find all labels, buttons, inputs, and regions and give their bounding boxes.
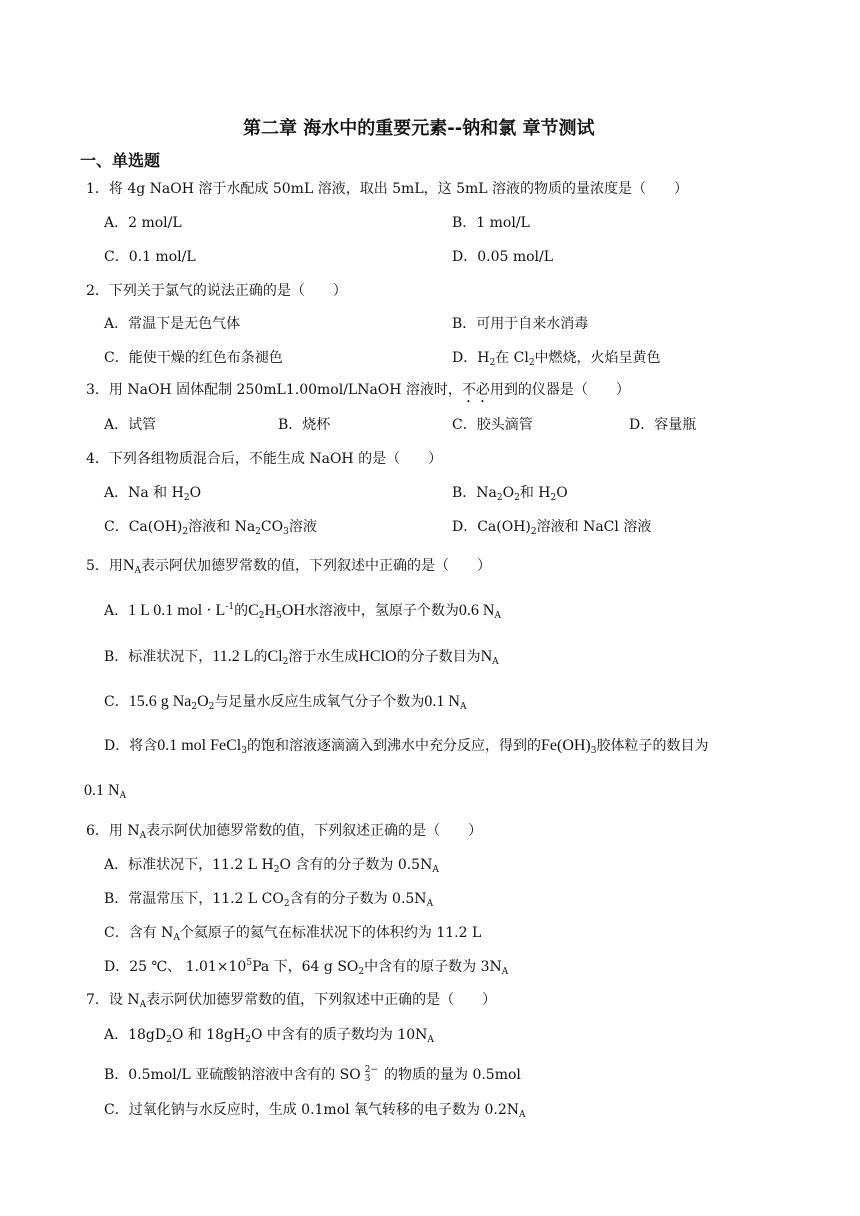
option-b[interactable]: B．1 mol/L xyxy=(452,215,530,231)
question-stem: 6．用 $N_A$表示阿伏加德罗常数的值，下列叙述正确的是（ ） xyxy=(86,823,483,841)
option-d[interactable]: D．$Ca(OH)_2$溶液和 NaCl 溶液 xyxy=(452,519,652,537)
option-d[interactable]: D．$H_2$在 $Cl_2$中燃烧，火焰呈黄色 xyxy=(452,350,661,368)
question-stem: 4．下列各组物质混合后，不能生成 NaOH 的是（ ） xyxy=(86,451,443,467)
option-d-continuation: 0.1 $N_A$ xyxy=(84,782,127,801)
option-b[interactable]: B．标准状况下，11.2 L的$Cl_2$溶于水生成HClO的分子数目为$N_A$ xyxy=(104,648,499,667)
option-a[interactable]: A．2 mol/L xyxy=(104,215,182,231)
question-stem: 2．下列关于氯气的说法正确的是（ ） xyxy=(86,283,347,299)
option-a[interactable]: A．Na 和 $H_2O$ xyxy=(104,485,202,503)
option-c[interactable]: C．$Ca(OH)_2$溶液和 $Na_2CO_3$溶液 xyxy=(104,519,317,537)
page-title: 第二章 海水中的重要元素--钠和氯 章节测试 xyxy=(243,118,595,139)
option-a[interactable]: A．常温下是无色气体 xyxy=(104,316,241,332)
option-a[interactable]: A．标准状况下，11.2 L $H_2O$ 含有的分子数为 $0.5N_A$ xyxy=(104,857,439,875)
option-c[interactable]: C．胶头滴管 xyxy=(452,417,533,433)
option-d[interactable]: D．将含0.1 mol FeCl$_3$的饱和溶液逐滴滴入到沸水中充分反应，得到的$Fe(OH)_3$胶体粒子的数目为 xyxy=(104,737,709,756)
option-c[interactable]: C．0.1 mol/L xyxy=(104,249,196,265)
option-c[interactable]: C．含有 $N_A$个氦原子的氦气在标准状况下的体积约为 11.2 L xyxy=(104,925,482,943)
option-b[interactable]: B．常温常压下，11.2 L $CO_2$含有的分子数为 $0.5N_A$ xyxy=(104,891,434,909)
option-b[interactable]: B．$Na_2O_2$和 $H_2O$ xyxy=(452,485,568,503)
option-c[interactable]: C．15.6 g $Na_2O_2$与足量水反应生成氧气分子个数为0.1 $N_A$ xyxy=(104,693,467,712)
section-heading: 一、单选题 xyxy=(80,151,161,170)
question-stem: 5．用$N_A$表示阿伏加德罗常数的值，下列叙述中正确的是（ ） xyxy=(86,557,491,576)
option-d[interactable]: D．容量瓶 xyxy=(629,417,697,433)
option-a[interactable]: A．$18gD_2O$ 和 $18gH_2O$ 中含有的质子数均为 $10N_A$ xyxy=(104,1027,434,1045)
question-stem: 7．设 $N_A$表示阿伏加德罗常数的值，下列叙述中正确的是（ ） xyxy=(86,992,497,1010)
option-c[interactable]: C．过氧化钠与水反应时，生成 0.1mol 氧气转移的电子数为 $0.2N_A$ xyxy=(104,1102,526,1120)
option-a[interactable]: A．1 L 0.1 mol · $L^{-1}$的$C_2H_5OH$水溶液中，氢原子个数为0.6 $N_A$ xyxy=(104,602,501,621)
option-c[interactable]: C．能使干燥的红色布条褪色 xyxy=(104,350,283,366)
option-b[interactable]: B．0.5mol/L 亚硫酸钠溶液中含有的 SO 2− 3 的物质的量为 0.5mol xyxy=(104,1065,521,1084)
sulfite-ion-charge: 2− 3 xyxy=(364,1065,378,1084)
question-stem: 3．用 NaOH 固体配制 250mL1.00mol/LNaOH 溶液时，不必用到的仪器是（ ） xyxy=(86,382,630,398)
option-d[interactable]: D．25 ℃、 $1.01\times 10^5Pa$ 下，64 g $SO_2$中含有的原子数为 $3N_A$ xyxy=(104,958,509,977)
option-a[interactable]: A．试管 xyxy=(104,417,157,433)
question-stem: 1．将 4g NaOH 溶于水配成 50mL 溶液，取出 5mL，这 5mL 溶液的物质的量浓度是（ ） xyxy=(86,181,689,197)
option-b[interactable]: B．烧杯 xyxy=(278,417,331,433)
option-d[interactable]: D．0.05 mol/L xyxy=(452,249,554,265)
option-b[interactable]: B．可用于自来水消毒 xyxy=(452,316,589,332)
